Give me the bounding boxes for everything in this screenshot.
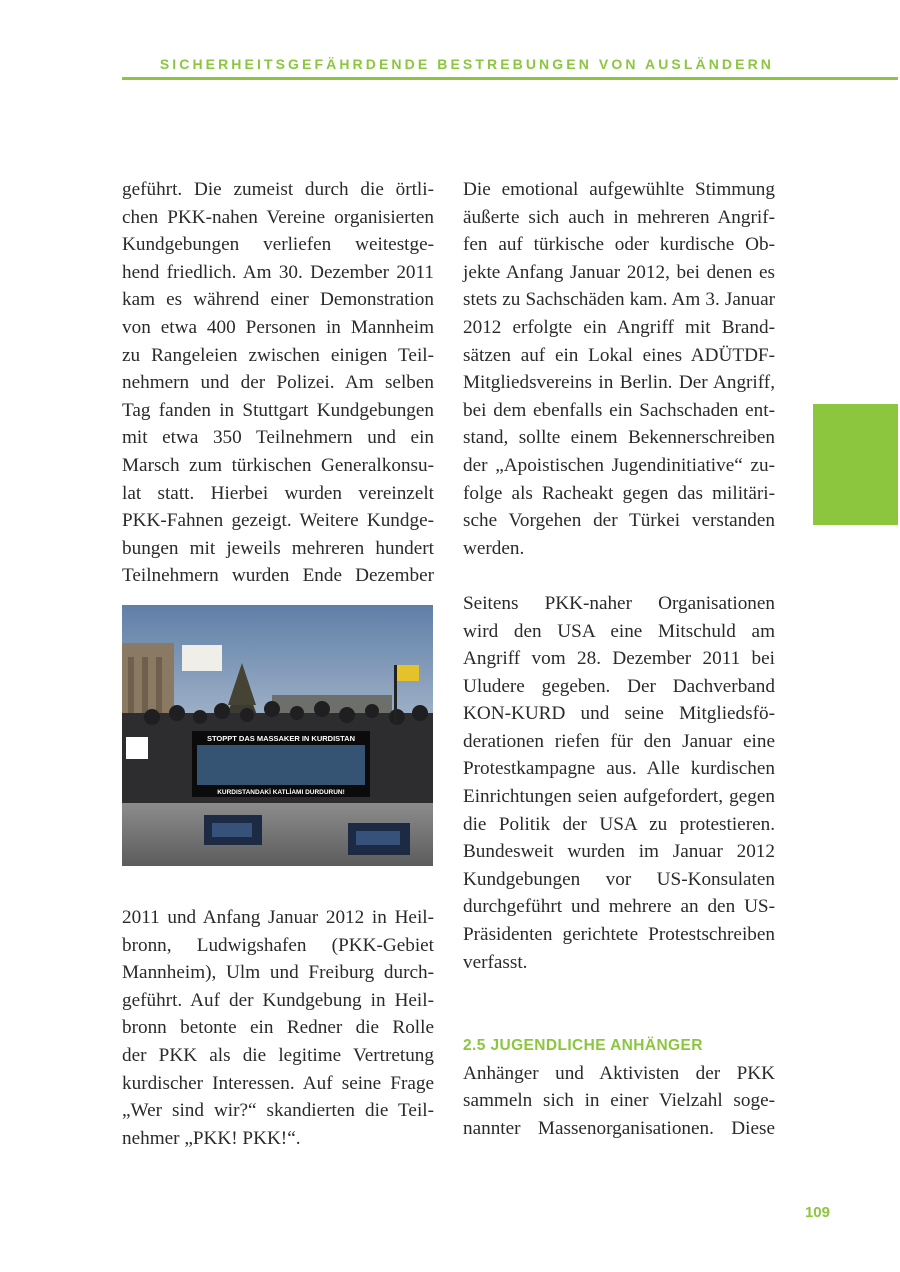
text-line: jekte Anfang Januar 2012, bei denen es <box>463 261 775 283</box>
text-line: der „Apoistischen Jugendinitiative“ zu- <box>463 454 775 476</box>
left-column-top <box>122 176 434 590</box>
text-line: Mitgliedsvereins in Berlin. Der Angriff, <box>463 372 775 394</box>
left-paragraph-1 <box>122 176 434 590</box>
text-line: Mannheim), Ulm und Freiburg durch- <box>122 962 434 984</box>
text-line: die Politik der USA zu protestieren. <box>463 813 775 835</box>
page-number: 109 <box>804 1204 830 1221</box>
text-line: Bundesweit wurden im Januar 2012 <box>463 841 775 863</box>
text-line: PKK-Fahnen gezeigt. Weitere Kundge- <box>122 510 434 532</box>
text-line: 2011 und Anfang Januar 2012 in Heil- <box>122 907 434 928</box>
text-line: Präsidenten gerichtete Protestschreiben <box>463 924 775 946</box>
text-line: Kundgebungen vor US-Konsulaten <box>463 868 775 890</box>
text-line: hend friedlich. Am 30. Dezember 2011 <box>122 261 434 283</box>
text-line: bronn betonte ein Redner die Rolle <box>122 1017 434 1039</box>
chapter-tab-marker <box>813 404 898 525</box>
text-line: folge als Racheakt gegen das militäri- <box>463 482 775 504</box>
text-line: verfasst. <box>463 951 528 973</box>
text-line: Seitens PKK-naher Organisationen <box>463 592 775 614</box>
text-line: Angriff vom 28. Dezember 2011 bei <box>463 648 775 670</box>
text-line: Kundgebungen verliefen weitestge- <box>122 234 434 256</box>
banner-top-text: STOPPT DAS MASSAKER IN KURDISTAN <box>206 734 356 743</box>
text-line: mit etwa 350 Teilnehmern und ein <box>122 427 434 449</box>
right-column <box>463 176 775 1143</box>
text-line: 2012 erfolgte ein Angriff mit Brand- <box>463 316 775 338</box>
text-line: von etwa 400 Personen in Mannheim <box>122 316 434 338</box>
text-line: bronn, Ludwigshafen (PKK-Gebiet <box>122 934 434 956</box>
section-heading: 2.5 JUGENDLICHE ANHÄNGER <box>463 1036 703 1054</box>
text-line: lat statt. Hierbei wurden vereinzelt <box>122 482 434 504</box>
text-line: durchgeführt und mehrere an den US- <box>463 896 775 918</box>
right-paragraph-1 <box>463 176 775 562</box>
text-line: Anhänger und Aktivisten der PKK <box>463 1062 775 1084</box>
text-line: stand, sollte einem Bekennerschreiben <box>463 427 775 449</box>
right-paragraph-2 <box>463 590 775 976</box>
text-line: kurdischer Interessen. Auf seine Frage <box>122 1072 434 1094</box>
text-line: Uludere gegeben. Der Dachverband <box>463 675 775 697</box>
header-rule <box>122 77 898 80</box>
text-line: geführt. Auf der Kundgebung in Heil- <box>122 989 434 1011</box>
text-line: stets zu Sachschäden kam. Am 3. Januar <box>463 289 775 311</box>
text-line: nehmer „PKK! PKK!“. <box>122 1127 301 1149</box>
text-line: der PKK als die legitime Vertretung <box>122 1044 434 1066</box>
text-line: sche Vorgehen der Türkei verstanden <box>463 510 775 532</box>
left-paragraph-2 <box>122 904 434 1152</box>
text-line: bungen mit jeweils mehreren hundert <box>122 537 434 559</box>
text-line: sätzen auf ein Lokal eines ADÜTDF- <box>463 344 775 366</box>
text-line: Die emotional aufgewühlte Stimmung <box>463 179 775 200</box>
text-line: werden. <box>463 537 525 559</box>
left-column-bottom <box>122 904 434 1152</box>
text-line: kam es während einer Demonstration <box>122 289 434 311</box>
demonstration-photo <box>122 605 433 866</box>
text-line: „Wer sind wir?“ skandierten die Teil- <box>122 1100 434 1122</box>
running-header-title: SICHERHEITSGEFÄHRDENDE BESTREBUNGEN VON AUSLÄNDERN <box>159 56 774 72</box>
text-line: Einrichtungen seien aufgefordert, gegen <box>463 786 775 808</box>
text-line: derationen riefen für den Januar eine <box>463 730 775 752</box>
text-line: Tag fanden in Stuttgart Kundgebungen <box>122 399 434 421</box>
text-line: nannter Massenorganisationen. Diese <box>463 1118 775 1139</box>
text-line: sammeln sich in einer Vielzahl soge- <box>463 1090 775 1112</box>
text-line: fen auf türkische oder kurdische Ob- <box>463 234 775 256</box>
text-line: äußerte sich auch in mehreren Angrif- <box>463 206 775 228</box>
text-line: nehmern und der Polizei. Am selben <box>122 372 434 394</box>
demonstration-photo-illustration <box>122 605 433 866</box>
text-line: Marsch zum türkischen Generalkonsu- <box>122 454 434 476</box>
text-line: chen PKK-nahen Vereine organisierten <box>122 206 434 228</box>
text-line: Teilnehmern wurden Ende Dezember <box>122 565 434 587</box>
banner-bottom-text: KURDISTANDAKİ KATLİAMI DURDURUN! <box>217 789 345 796</box>
text-line: bei dem ebenfalls ein Sachschaden ent- <box>463 399 775 421</box>
text-line: wird den USA eine Mitschuld am <box>463 620 775 642</box>
text-line: KON-KURD und seine Mitgliedsfö- <box>463 703 775 725</box>
text-line: zu Rangeleien zwischen einigen Teil- <box>122 344 434 366</box>
right-paragraph-3 <box>463 1060 775 1143</box>
text-line: geführt. Die zumeist durch die örtli- <box>122 179 434 200</box>
text-line: Protestkampagne aus. Alle kurdischen <box>463 758 775 780</box>
